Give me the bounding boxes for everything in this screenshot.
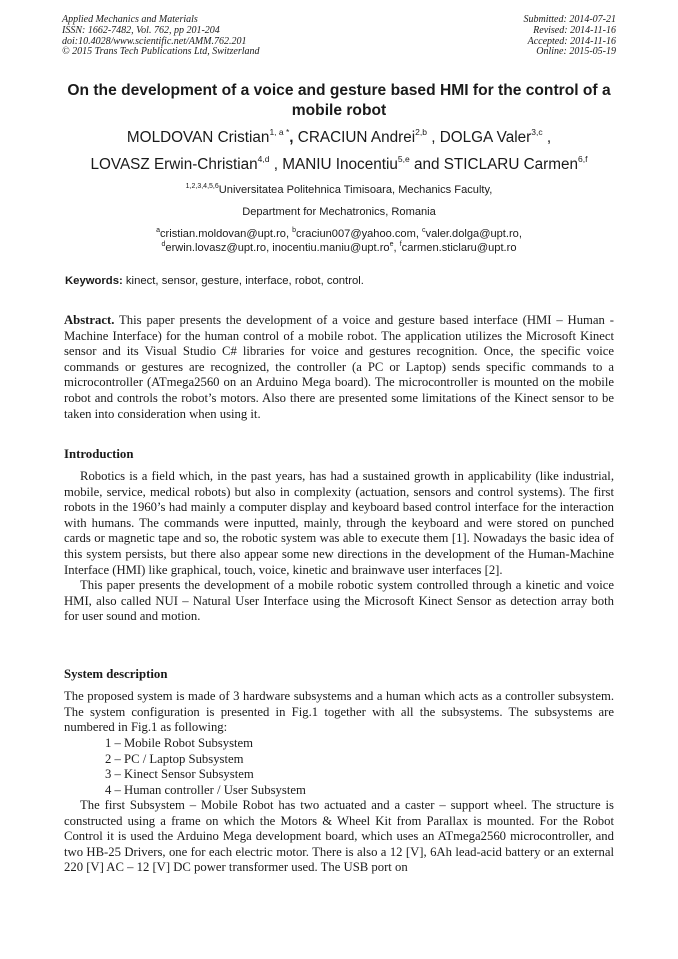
abstract-label: Abstract. — [64, 313, 115, 327]
author-sup: 1, a * — [269, 127, 290, 137]
author-name: DOLGA Valer — [439, 129, 532, 146]
introduction-body — [64, 469, 614, 625]
affiliation-sup: 1,2,3,4,5,6 — [185, 183, 219, 190]
author-sup: 3,c — [531, 127, 543, 137]
keywords-label: Keywords: — [65, 275, 123, 287]
author-line-2 — [40, 153, 638, 177]
affiliation-institution: Universitatea Politehnica Timisoara, Mechanics Faculty, — [218, 184, 493, 196]
abstract-text: This paper presents the development of a voice and gesture based interface (HMI – Human - Machine Interface) for the human control of a mobile robot. The application utilizes the Microsoft Kinect sensor and its Visual Studio C# libraries for voice and gestures recognition. Once, the specific voice commands or gestures are recognized, the controller (a PC or Laptop) sends specific commands to a microcontroller (ATmega2560 on an Arduino Mega board). The microcontroller is mounted on the mobile robot and controls the robot’s motors. Also there are presented some limitations of the Kinect sensor to be taken into consideration when using it. — [64, 313, 614, 421]
email-sup: e — [389, 241, 394, 248]
journal-header — [62, 15, 260, 58]
author-name: MANIU Inocentiu — [282, 156, 398, 173]
list-item: 1 – Mobile Robot Subsystem — [105, 736, 254, 750]
dates-header — [524, 15, 617, 58]
system-paragraph-1: The proposed system is made of 3 hardware subsystems and a human which acts as a controller subsystem. The system configuration is presented in Fig.1 together with all the subsystems. The subsystems are numbered in Fig.1 as following: — [64, 689, 614, 735]
email-sup: c — [422, 227, 426, 234]
keywords — [65, 275, 364, 287]
email-separator: , — [393, 242, 397, 254]
author-name: STICLARU Carmen — [443, 156, 579, 173]
journal-issn: ISSN: 1662-7482, Vol. 762, pp 201-204 — [62, 24, 220, 36]
author-name: MOLDOVAN Cristian — [126, 129, 270, 146]
author-sup: 4,d — [257, 154, 270, 164]
author-separator: , — [431, 129, 436, 146]
introduction-paragraph-2: This paper presents the development of a mobile robotic system controlled through a kinetic and voice HMI, also called NUI – Natural User Interface using the Microsoft Kinect Sensor as detection array both for user sound and motion. — [64, 578, 614, 624]
date-revised: Revised: 2014-11-16 — [533, 24, 616, 36]
author-separator: , — [273, 156, 278, 173]
author-line-1 — [40, 126, 638, 150]
list-item: 2 – PC / Laptop Subsystem — [105, 751, 244, 766]
subsystem-list — [105, 736, 306, 798]
system-paragraph-2 — [64, 798, 614, 876]
email-sup: d — [161, 241, 166, 248]
paper-title: On the development of a voice and gesture based HMI for the control of a mobile robot — [67, 82, 611, 119]
list-item: 3 – Kinect Sensor Subsystem — [105, 767, 254, 782]
email-sup: b — [292, 227, 297, 234]
email-address[interactable]: erwin.lovasz@upt.ro, inocentiu.maniu@upt.ro — [165, 242, 390, 254]
section-heading-introduction: Introduction — [64, 447, 134, 461]
email-sup: a — [156, 227, 160, 234]
journal-doi: doi:10.4028/www.scientific.net/AMM.762.201 — [62, 35, 247, 47]
email-line-2 — [40, 241, 638, 255]
author-separator: and — [413, 156, 440, 173]
author-separator: , — [289, 129, 294, 146]
email-address[interactable]: valer.dolga@upt.ro, — [425, 228, 522, 240]
email-line-1 — [40, 227, 638, 241]
date-online: Online: 2015-05-19 — [536, 46, 616, 58]
keywords-text: kinect, sensor, gesture, interface, robot, control. — [125, 275, 364, 287]
affiliation-line-1 — [40, 183, 638, 197]
date-accepted: Accepted: 2014-11-16 — [527, 35, 616, 47]
journal-copyright: © 2015 Trans Tech Publications Ltd, Switzerland — [62, 46, 260, 58]
email-address[interactable]: carmen.sticlaru@upt.ro — [401, 242, 517, 254]
journal-name: Applied Mechanics and Materials — [62, 14, 198, 25]
email-address[interactable]: craciun007@yahoo.com, — [296, 228, 419, 240]
affiliation-line-2: Department for Mechatronics, Romania — [242, 206, 436, 218]
date-submitted: Submitted: 2014-07-21 — [523, 14, 616, 25]
author-sup: 5,e — [397, 154, 410, 164]
section-heading-system: System description — [64, 667, 168, 681]
list-item: 4 – Human controller / User Subsystem — [105, 782, 306, 797]
author-name: LOVASZ Erwin-Christian — [90, 156, 258, 173]
author-sup: 6,f — [578, 154, 588, 164]
system-paragraph-2-text: The first Subsystem – Mobile Robot has two actuated and a caster – support wheel. The structure is constructed using a frame on which the Motors & Wheel Kit from Parallax is mounted. For the Robot Control it is used the Arduino Mega development board, which uses an ATmega2560 microcontroller, and two HB-25 Drivers, one for each electric motor. There is also a 12 [V], 6Ah lead-acid battery or an external 220 [V] AC – 12 [V] DC power transformer used. The USB port on — [64, 798, 614, 875]
author-sup: 2,b — [415, 127, 427, 137]
email-address[interactable]: cristian.moldovan@upt.ro, — [160, 228, 290, 240]
introduction-paragraph-1: Robotics is a field which, in the past years, has had a sustained growth in applicability (like industrial, mobile, service, medical robots) but also in complexity (actuation, sensors and control systems). The first robots in the 1960’s had mainly a computer display and keyboard based control interface for the interaction with humans. The commands were inputted, mainly, through the keyboard and were stored on punched cards or magnetic tape and so, the robotic system was able to execute them [1]. Nowadays the basic idea of this system persists, but there also appear some new directions in the development of the Human-Machine Interface (HMI) like graphical, touch, voice, kinetic and brainwave user interfaces [2]. — [64, 469, 614, 577]
abstract — [64, 313, 614, 422]
author-separator: , — [546, 129, 552, 146]
email-sup: f — [399, 241, 402, 248]
author-name: CRACIUN Andrei — [297, 129, 416, 146]
